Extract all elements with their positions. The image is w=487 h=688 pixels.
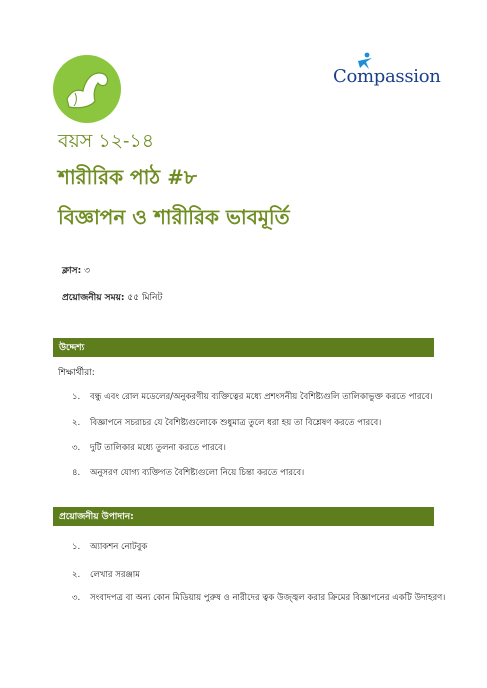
list-item [72,568,140,582]
materials-header: প্রয়োজনীয় উপাদান: [53,507,434,526]
topic-heading: বিজ্ঞাপন ও শারীরিক ভাবমূর্তি [58,205,290,229]
lesson-heading: শারীরিক পাঠ #৮ [58,165,197,189]
item-text: অনুসরণ যোগ্য ব্যক্তিগত বৈশিষ্ট্যগুলো নিয়ে চিন্তা করতে পারবে। [90,468,305,478]
item-text: বিজ্ঞাপনে সচরাচর যে বৈশিষ্ট্যগুলোকে শুধুমাত্র তুলে ধরা হয় তা বিশ্লেষণ করতে পারবে। [90,418,382,428]
time-label: প্রয়োজনীয় সময়: [62,293,125,303]
item-number: ৪. [72,468,81,478]
item-text: বন্ধু এবং রোল মডেলের/অনুকরণীয় ব্যক্তিত্বের মধ্যে প্রশংসনীয় বৈশিষ্ট্যগুলি তালিকাভুক্ত করতে পারবে। [90,392,433,402]
objectives-intro: শিক্ষার্থীরা: [58,368,95,378]
list-item [72,390,433,404]
class-info [62,263,90,278]
list-item [72,416,381,430]
logo-text: Compassion [333,66,441,87]
item-number: ১. [72,392,81,402]
item-number: ৩. [72,443,81,453]
time-value: ৫৫ মিনিট [127,293,163,303]
age-heading: বয়স ১২-১৪ [58,130,155,152]
list-item [72,441,226,455]
item-number: ৩. [72,593,81,603]
class-label: ক্লাস: [62,266,82,276]
list-item [72,466,304,480]
list-item [72,591,445,605]
item-number: ১. [72,542,81,552]
objectives-header: উদ্দেশ্য [53,338,434,357]
item-number: ২. [72,418,81,428]
list-item [72,540,147,554]
item-text: লেখার সরঞ্জাম [90,570,140,580]
item-text: অ্যাকশন নোটবুক [90,542,148,552]
arm-muscle-icon [53,55,121,123]
class-value: ৩ [84,266,90,276]
compassion-logo [333,52,443,92]
time-info [62,290,162,305]
item-text: সংবাদপত্র বা অন্য কোন মিডিয়ায় পুরুষ ও নারীদের ত্বক উজ্জ্বল করার ক্রিমের বিজ্ঞাপনের একটি উদাহরণ। [90,593,446,603]
item-number: ২. [72,570,81,580]
item-text: দুটি তালিকার মধ্যে তুলনা করতে পারবে। [90,443,226,453]
